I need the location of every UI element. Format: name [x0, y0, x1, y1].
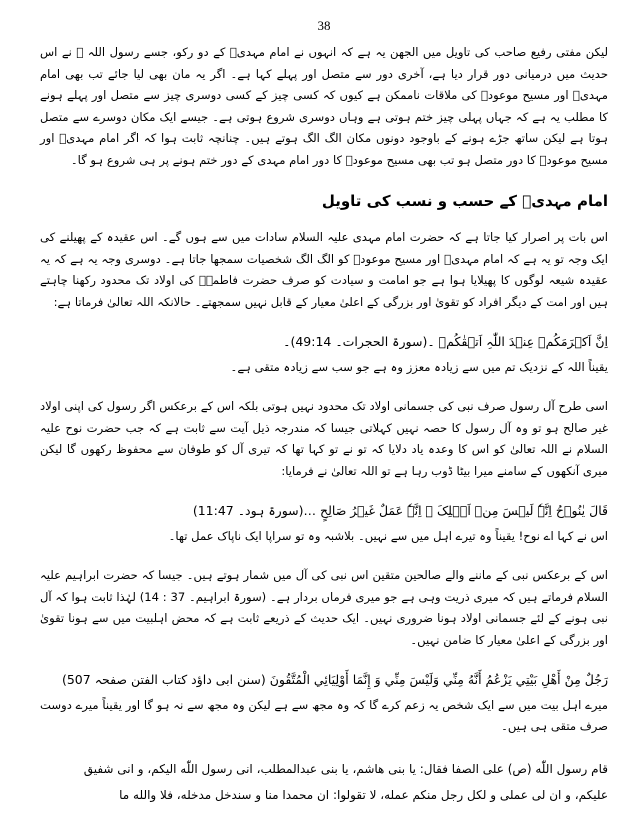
paragraph-sadat-belief: اس بات پر اصرار کیا جاتا ہے کہ حضرت امام مہدی علیہ السلام سادات میں سے ہوں گے۔ اس عقیدہ کے پھیلنے کی ایک وجہ تو یہ ہے کہ امام مہدیؑ اور مسیح موعودؑ کو الگ الگ شخصیات سمجھا جاتا ہے۔ دوسری وجہ یہ ہے کہ یہ عقیدہ شیعہ لوگوں کا پھیلایا ہوا ہے جو امامت و سیادت کو صرف حضرت فاطمہؓ کی اولاد تک محدود رکھنا چاہتے ہیں اور امت کے دیگر افراد کو تقویٰ اور بزرگی کے اعلیٰ معیار کے قابل نہیں سمجھتے۔ حالانکہ اللہ تعالیٰ فرماتا ہے:	[40, 230, 608, 309]
hadith-banu-hashim-line-1: قام رسول اللّٰه (ص) علی الصفا فقال: یا بنی هاشم، یا بنی عبدالمطلب، انی رسول اللّٰه الیکم، و انی شفیق	[83, 761, 608, 776]
verse-arabic-text: قَالَ یٰنُوۡحُ اِنَّہٗ لَیۡسَ مِنۡ اَہۡلِکَ ۚ اِنَّہٗ عَمَلٌ غَیۡرُ صَالِحٍ	[320, 503, 608, 518]
quran-verse-hujurat	[40, 331, 608, 353]
verse-reference: …(سورۃ ہود۔ 11:47)	[192, 503, 317, 518]
paragraph-mufti-rafi-interpretation: لیکن مفتی رفیع صاحب کی تاویل میں الجھن یہ ہے کہ انہوں نے امام مہدیؑ کے دو رکو، جسے رسول اللہ ﷺ نے اس حدیث میں درمیانی دور قرار دیا ہے، آخری دور سے متصل اور پہلے کہا ہے۔ اگر یہ مان بھی لیا جائے تب بھی امام مہدیؑ اور مسیح موعودؑ کی ملاقات ناممکن ہے کیوں کہ کسی چیز کے کسی دوسری چیز سے متصل اور پہلے ہونے کا مطلب یہ ہے کہ جہاں پہلی چیز ختم ہوتی ہے وہاں دوسری شروع ہوتی ہے۔ جیسے ایک مکان دوسرے سے متصل ہوتا ہے لیکن ساتھ جڑے ہونے کے باوجود دونوں مکان الگ الگ ہوتے ہیں۔ چنانچہ ثابت ہوا کہ اگر امام مہدیؑ اور مسیح موعودؑ کا دور متصل ہو تب بھی مسیح موعودؑ کا دور امام مہدی کے دور ختم ہونے پر ہی شروع ہو گا۔	[40, 45, 608, 167]
document-page	[40, 18, 608, 818]
paragraph-aal-rasool: اسی طرح آل رسول صرف نبی کی جسمانی اولاد تک محدود نہیں ہوتی بلکہ اس کے برعکس اگر رسول کی اپنی اولاد غیر صالح ہو تو وہ آل رسول کا حصہ نہیں کہلاتی جیسا کہ مندرجہ ذیل آیت سے ثابت ہے کہ جب حضرت نوح علیہ السلام نے اللہ تعالیٰ کو اس کا وعدہ یاد دلایا کہ تو نے تو کہا تھا کہ تیری آل کو طوفان سے محفوظ رکھوں گا لیکن میری آنکھوں کے سامنے میرا بیٹا ڈوب رہا ہے تو اللہ تعالیٰ نے فرمایا:	[40, 399, 608, 478]
hadith-abu-dawood: رَجُلٌ مِنْ أَهْلِ بَيْتِي يَزْعُمُ أَنَّهُ مِنِّي وَلَيْسَ مِنِّي وَ إِنَّمَا أَوْلِيَائِي الْمُتَّقُونَ (سنن ابی داؤد کتاب الفتن صفحہ 507)	[61, 672, 608, 687]
verse-translation-hujurat: یقیناً اللہ کے نزدیک تم میں سے زیادہ معزز وہ ہے جو سب سے زیادہ متقی ہے۔	[230, 359, 608, 374]
verse-translation-hud: اس نے کہا اے نوح! یقیناً وہ تیرے اہل میں سے نہیں۔ بلاشبہ وہ تو سراپا ایک ناپاک عمل تھا۔	[168, 528, 608, 543]
paragraph-righteous-followers: اس کے برعکس نبی کے ماننے والے صالحین متقین اس نبی کی آل میں شمار ہوتے ہیں۔ جیسا کہ حضرت ابراہیم علیہ السلام فرماتے ہیں کہ میری ذریت وہی ہے جو میری فرماں بردار ہے۔ (سورۃ ابراہیم۔ 37 : 14) لہٰذا ثابت ہوا کہ آل نبی ہونے کے لئے جسمانی اولاد ہونا ضروری نہیں۔ ایک حدیث کے ذریعے ثابت ہے کہ محض اہلبیت میں سے ہونا تقویٰ اور بزرگی کے اعلیٰ معیار کا ضامن نہیں۔	[40, 568, 608, 647]
verse-arabic-text: اِنَّ اَکۡرَمَکُمۡ عِنۡدَ اللّٰہِ اَتۡقٰکُمۡ	[438, 334, 608, 349]
quran-verse-hud	[40, 500, 608, 522]
section-heading: امام مہدیؑ کے حسب و نسب کی تاویل	[321, 192, 608, 210]
hadith-translation: میرے اہل بیت میں سے ایک شخص یہ زعم کرے گا کہ وہ مجھ سے ہے لیکن وہ مجھ سے نہ ہو گا اور یقیناً میرے دوست صرف متقی ہی ہیں۔	[40, 697, 608, 733]
page-number: 38	[317, 18, 331, 33]
hadith-banu-hashim-line-2: علیکم، و ان لی عملی و لکل رجل منکم عمله، لا تقولوا: ان محمدا منا و سندخل مدخله، فلا والله ما	[119, 787, 608, 802]
verse-reference: ۔(سورۃ الحجرات۔ 49:14)۔	[283, 334, 435, 349]
